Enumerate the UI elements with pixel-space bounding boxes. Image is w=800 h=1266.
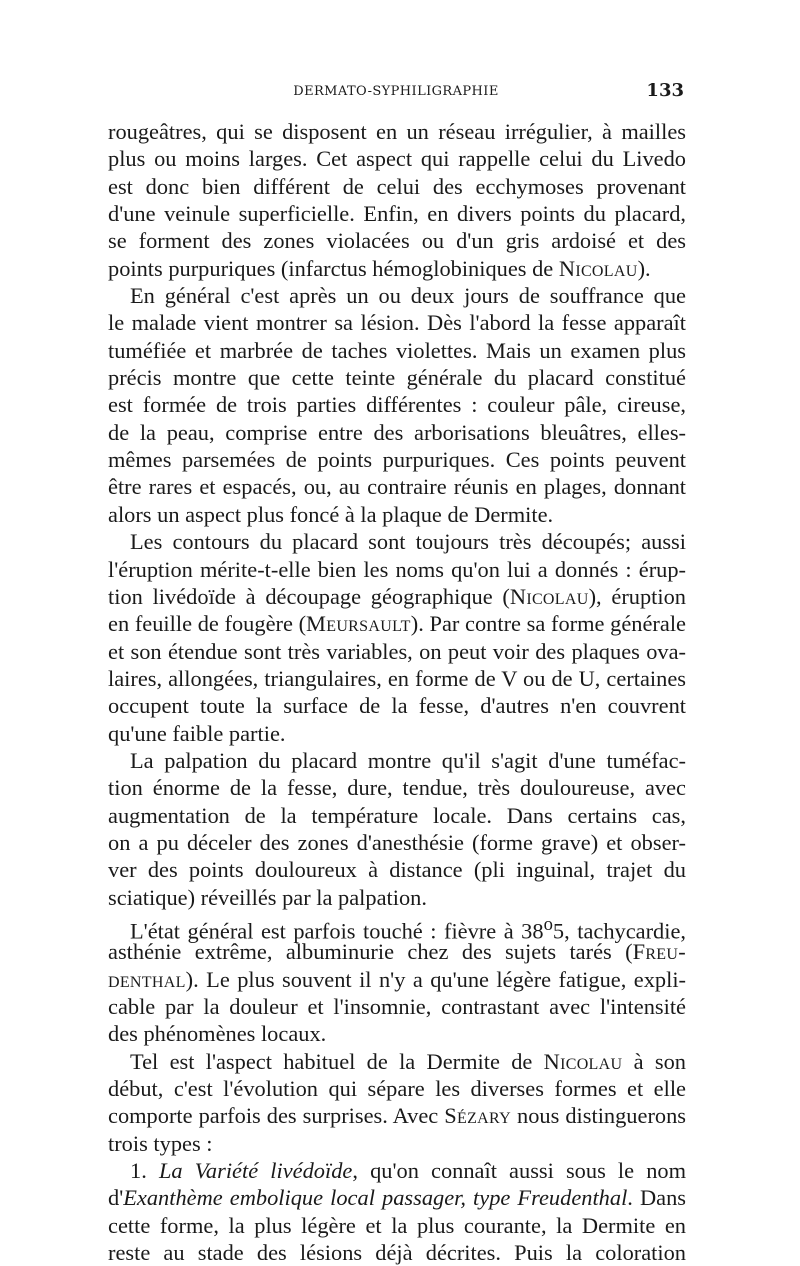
text-run: nous distinguerons xyxy=(510,1103,687,1129)
text-line: précis montre que cette teinte générale du placard constitué xyxy=(108,365,686,391)
text-line: qu'une faible partie. xyxy=(108,720,286,746)
text-line: cette forme, la plus légère et la plus courante, la Dermite en xyxy=(108,1212,686,1238)
author-name: Sézary xyxy=(444,1103,511,1129)
running-title: DERMATO-SYPHILIGRAPHIE xyxy=(293,84,499,99)
text-run: , qu'on connaît aussi sous le nom xyxy=(352,1158,687,1184)
text-line: tuméfiée et marbrée de taches violettes. Mais un examen plus xyxy=(108,337,686,363)
text-line: La palpation du placard montre qu'il s'agit d'une tuméfac- xyxy=(130,747,686,773)
text-run: ). Par contre sa forme générale xyxy=(410,611,686,637)
text-line xyxy=(108,1157,686,1184)
text-line xyxy=(108,938,686,965)
text-line: d'une veinule superficielle. Enfin, en divers points du placard, xyxy=(108,201,686,227)
text-line: Les contours du placard sont toujours très découpés; aussi xyxy=(130,529,686,555)
text-line xyxy=(108,1102,686,1129)
text-line: laires, allongées, triangulaires, en forme de V ou de U, certaines xyxy=(108,665,686,691)
text-line: rougeâtres, qui se disposent en un réseau irrégulier, à mailles xyxy=(108,119,686,144)
text-run: ). xyxy=(637,255,651,281)
text-line: alors un aspect plus foncé à la plaque de Dermite. xyxy=(108,501,554,527)
text-run: comporte parfois des surprises. Avec xyxy=(108,1103,445,1129)
text-line: des phénomènes locaux. xyxy=(108,1021,327,1047)
text-run: Tel est l'aspect habituel de la Dermite de xyxy=(130,1048,544,1074)
text-line: et son étendue sont très variables, on peut voir des plaques ova- xyxy=(108,638,686,664)
text-line: trois types : xyxy=(108,1130,213,1156)
text-line: est formée de trois parties différentes : couleur pâle, cireuse, xyxy=(108,392,686,418)
text-run: à son xyxy=(622,1048,686,1074)
author-name: Nicolau xyxy=(558,255,638,281)
text-line: se forment des zones violacées ou d'un gris ardoisé et des xyxy=(108,228,686,254)
text-line xyxy=(108,610,686,637)
author-name: denthal xyxy=(108,966,186,992)
text-line xyxy=(108,583,686,610)
text-line xyxy=(108,1184,686,1211)
author-name: Meursault xyxy=(306,611,411,637)
text-run: 5, tachycardie, xyxy=(552,918,686,944)
superscript: o xyxy=(543,913,553,935)
text-line: occupent toute la surface de la fesse, d'autres n'en couvrent xyxy=(108,693,686,719)
text-run: points purpuriques (infarctus hémoglobiniques de xyxy=(108,255,559,281)
author-name: Nicolau xyxy=(509,583,589,609)
author-name: Freu- xyxy=(632,939,686,965)
text-line xyxy=(108,1048,686,1075)
text-line xyxy=(108,966,686,993)
text-run: d' xyxy=(108,1185,124,1211)
text-line: augmentation de la température locale. Dans certains cas, xyxy=(108,802,686,828)
text-line: tion énorme de la fesse, dure, tendue, très douloureuse, avec xyxy=(108,775,686,801)
text-run: 1. xyxy=(130,1158,159,1184)
text-run: L'état général est parfois touché : fièvre à 38 xyxy=(130,918,544,944)
italic-term: Exanthème embolique local passager, type Freudenthal xyxy=(123,1185,628,1211)
text-line: l'éruption mérite-t-elle bien les noms qu'on lui a donnés : érup- xyxy=(108,556,686,582)
text-run: tion livédoïde à découpage géographique ( xyxy=(108,583,510,609)
running-header xyxy=(108,80,684,102)
body-text xyxy=(108,118,686,1266)
text-line: cable par la douleur et l'insomnie, contrastant avec l'intensité xyxy=(108,994,686,1019)
text-run: asthénie extrême, albuminurie chez des sujets tarés ( xyxy=(108,939,633,965)
text-line: de la peau, comprise entre des arborisations bleuâtres, elles- xyxy=(108,419,686,445)
text-line xyxy=(108,911,686,944)
text-line: le malade vient montrer sa lésion. Dès l'abord la fesse apparaît xyxy=(108,310,686,336)
text-run: ). Le plus souvent il n'y a qu'une légère fatigue, expli- xyxy=(185,966,686,992)
text-line: sciatique) réveillés par la palpation. xyxy=(108,884,427,910)
text-line: plus ou moins larges. Cet aspect qui rappelle celui du Livedo xyxy=(108,146,686,172)
text-line: début, c'est l'évolution qui sépare les diverses formes et elle xyxy=(108,1076,686,1102)
text-line: ver des points douloureux à distance (pli inguinal, trajet du xyxy=(108,857,686,883)
text-line: est donc bien différent de celui des ecchymoses provenant xyxy=(108,173,686,199)
page-number: 133 xyxy=(646,80,684,101)
text-line: mêmes parsemées de points purpuriques. Ces points peuvent xyxy=(108,447,686,473)
text-run: . Dans xyxy=(627,1185,686,1211)
italic-term: La Variété livédoïde xyxy=(158,1158,353,1184)
text-run: en feuille de fougère ( xyxy=(108,611,307,637)
text-line: En général c'est après un ou deux jours de souffrance que xyxy=(130,283,686,309)
text-line: être rares et espacés, ou, au contraire réunis en plages, donnant xyxy=(108,474,686,500)
text-line xyxy=(108,255,686,282)
author-name: Nicolau xyxy=(543,1048,623,1074)
text-line: reste au stade des lésions déjà décrites. Puis la coloration xyxy=(108,1240,686,1266)
text-line: on a pu déceler des zones d'anesthésie (forme grave) et obser- xyxy=(108,829,686,855)
text-run: ), éruption xyxy=(588,583,686,609)
